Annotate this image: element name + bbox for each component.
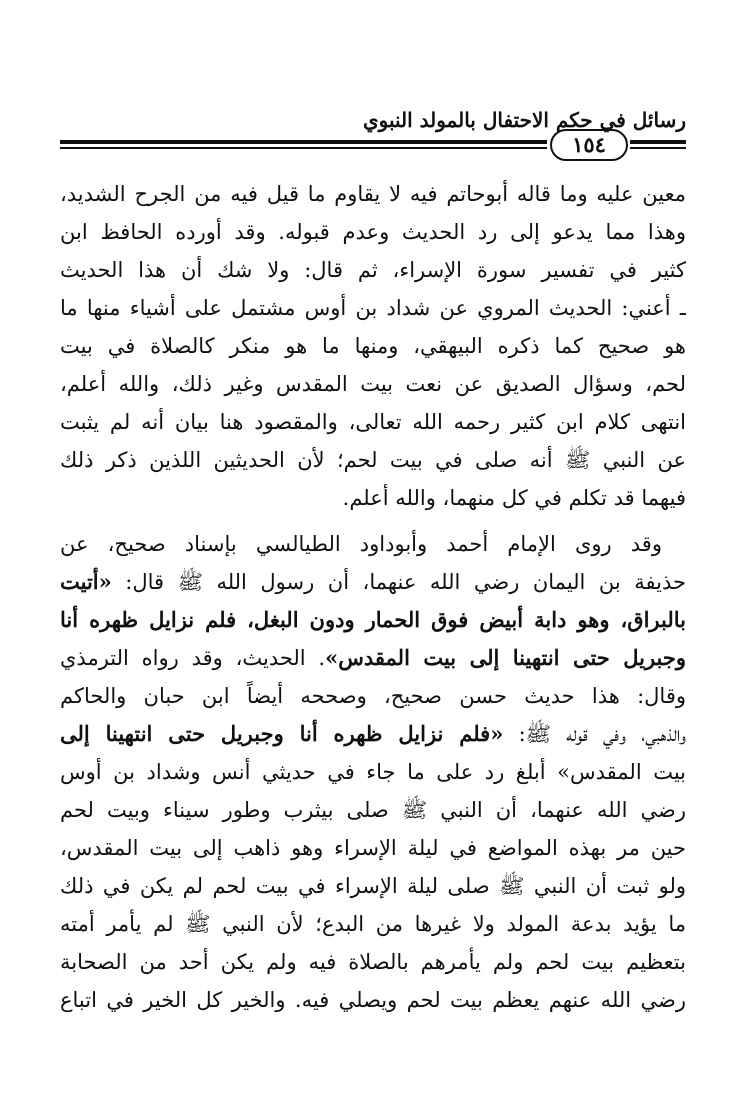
text-line [60,601,686,639]
text-line: انتهى كلام ابن كثير رحمه الله تعالى، والمقصود هنا بيان أنه لم يثبت [60,410,686,434]
text-run: أبلغ رد على ما جاء في حديثي أنس وشداد بن أوس [60,760,546,784]
paragraph-gap [60,517,686,525]
text-line: حين مر بهذه المواضع في ليلة الإسراء وهو ذاهب إلى بيت المقدس، [60,836,686,860]
header-rule-right [630,140,686,149]
text-run: والذهبي، وفي قوله ﷺ: [518,722,686,746]
text-line [60,753,686,791]
paragraph-2 [60,525,686,1019]
text-line: وقال: هذا حديث حسن صحيح، وصححه أيضاً ابن حبان والحاكم [60,684,686,708]
text-run: حذيفة بن اليمان رضي الله عنهما، أن رسول الله ﷺ قال: [125,570,686,594]
hadith-quote: وجبريل حتى انتهينا إلى بيت المقدس» [325,645,686,670]
text-line [60,563,686,601]
text-line: رضي الله عنهم يعظم بيت لحم ويصلي فيه. والخير كل الخير في اتباع [60,988,686,1012]
text-line: فيهما قد تكلم في كل منهما، والله أعلم. [342,486,686,510]
text-line [60,639,686,677]
text-line [60,715,686,753]
text-line: كثير في تفسير سورة الإسراء، ثم قال: ولا شك أن هذا الحديث [60,258,686,282]
paragraph-1 [60,175,686,517]
body-text [60,175,686,1019]
page-number: ١٥٤ [550,129,628,161]
text-line: لحم، وسؤال الصديق عن نعت بيت المقدس وغير ذلك، والله أعلم، [60,372,686,396]
hadith-quote: «فلم نزايل ظهره أنا وجبريل حتى انتهينا إلى [60,721,504,746]
hadith-quote: «أتيت [60,569,112,594]
text-line: بتعظيم بيت لحم ولم يأمرهم بالصلاة فيه ولم يكن أحد من الصحابة [60,950,686,974]
text-line: ولو ثبت أن النبي ﷺ صلى ليلة الإسراء في بيت لحم لم يكن في ذلك [60,874,686,898]
text-line: وهذا مما يدعو إلى رد الحديث وعدم قبوله. وقد أورده الحافظ ابن [60,220,686,244]
header-rule-left [60,140,547,149]
running-header-title: رسائل في حكم الاحتفال بالمولد النبوي [362,108,686,132]
text-line: ما يؤيد بدعة المولد ولا غيرها من البدع؛ لأن النبي ﷺ لم يأمر أمته [60,912,686,936]
text-line: رضي الله عنهما، أن النبي ﷺ صلى بيثرب وطور سيناء وبيت لحم [60,798,686,822]
text-line: وقد روى الإمام أحمد وأبوداود الطيالسي بإسناد صحيح، عن [60,532,662,556]
hadith-quote: بالبراق، وهو دابة أبيض فوق الحمار ودون البغل، فلم نزايل ظهره أنا [60,607,686,632]
text-run: . الحديث، وقد رواه الترمذي [60,646,326,670]
text-line: عن النبي ﷺ أنه صلى في بيت لحم؛ لأن الحديثين اللذين ذكر ذلك [60,448,686,472]
text-line: هو صحيح كما ذكره البيهقي، ومنها ما هو منكر كالصلاة في بيت [60,334,686,358]
text-line: معين عليه وما قاله أبوحاتم فيه لا يقاوم ما قيل فيه من الجرح الشديد، [60,182,686,206]
text-line: ـ أعني: الحديث المروي عن شداد بن أوس مشتمل على أشياء منها ما [60,296,686,320]
text-run: بيت المقدس» [557,760,686,784]
